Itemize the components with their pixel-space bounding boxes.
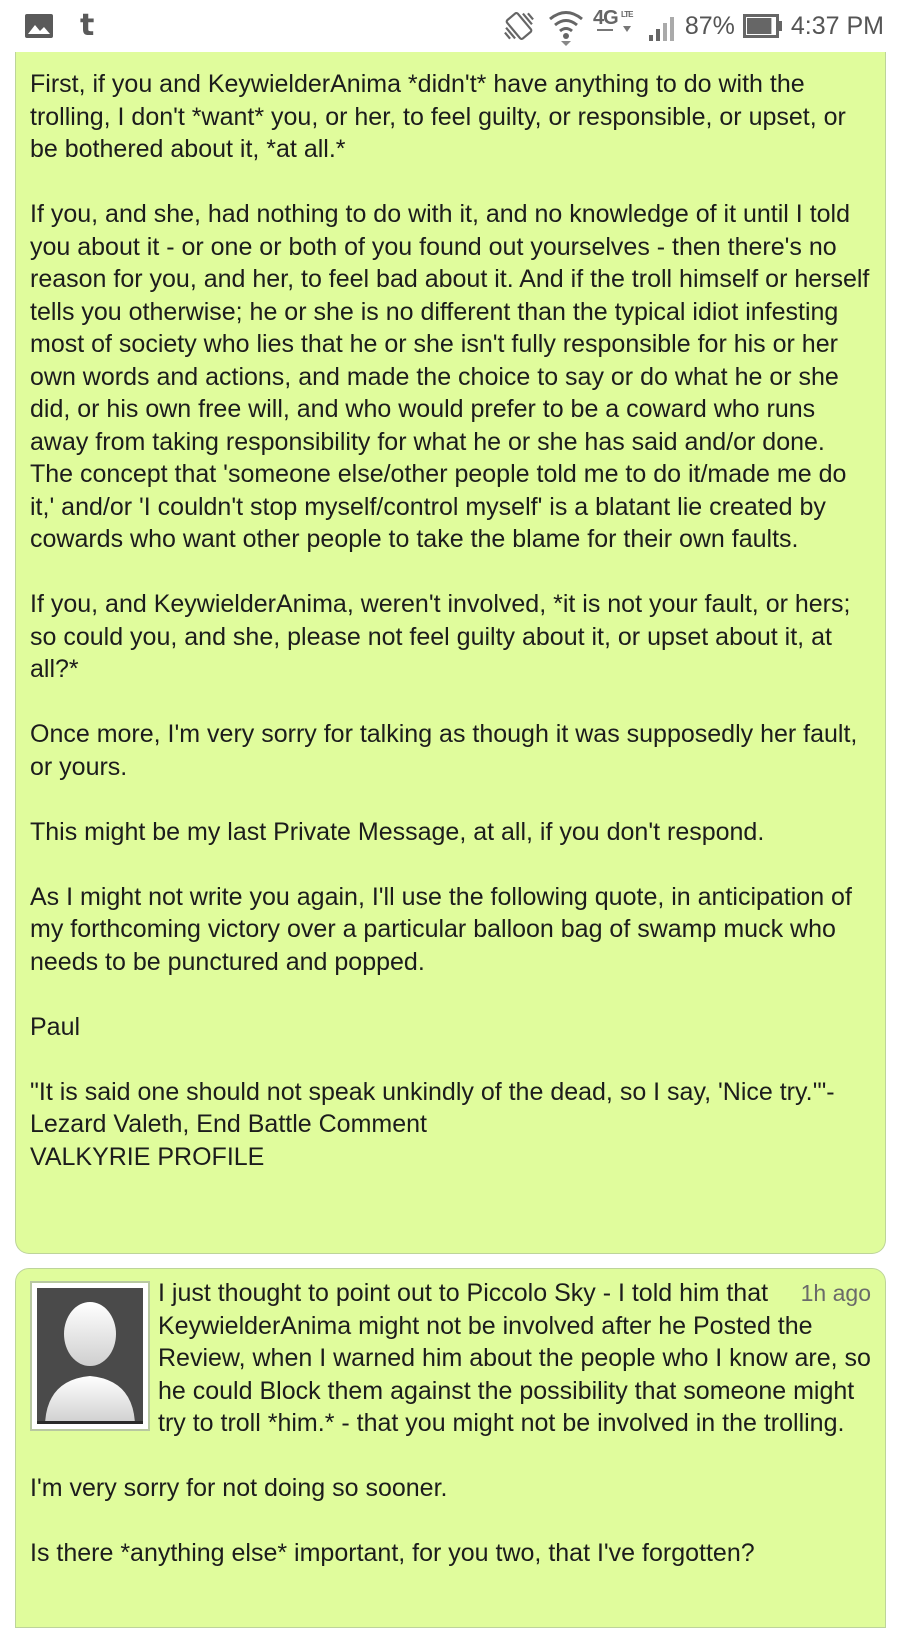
message-signature: Paul (30, 1012, 81, 1041)
signal-icon (647, 11, 677, 41)
message-paragraph: I just thought to point out to Piccolo Sky - I told him that KeywielderAnima might not be involved after he Posted the Review, when I warned him about the people who I know are, so he could Block them against the possibility that someone might try to troll *him.* - that you might not be involved in the trolling. (158, 1279, 871, 1437)
battery-icon (743, 12, 783, 40)
message-quote: "It is said one should not speak unkindly of the dead, so I say, 'Nice try.'"-Lezard Valeth, End Battle Comment (30, 1077, 835, 1138)
message-paragraph: Once more, I'm very sorry for talking as though it was supposedly her fault, or yours. (30, 720, 858, 781)
svg-text:LTE: LTE (620, 10, 633, 19)
message-paragraph: I'm very sorry for not doing so sooner. (30, 1474, 448, 1502)
message-paragraph: Is there *anything else* important, for you two, that I've forgotten? (30, 1539, 755, 1567)
lte-icon (593, 4, 639, 38)
image-icon (24, 13, 54, 39)
clock: 4:37 PM (790, 11, 884, 40)
message-body (30, 1277, 871, 1602)
avatar[interactable] (30, 1281, 150, 1431)
message-quote-source: VALKYRIE PROFILE (30, 1142, 265, 1171)
svg-text:4G: 4G (592, 7, 618, 29)
status-bar-right (499, 6, 884, 46)
message-card (15, 1268, 886, 1628)
battery-percent: 87% (684, 11, 735, 40)
status-bar-left (24, 8, 95, 43)
message-timestamp: 1h ago (800, 1280, 871, 1306)
message-paragraph: If you, and she, had nothing to do with it, and no knowledge of it until I told you about it - or one or both of you found out yourselves - then there's no reason for you, and her, to feel bad about it. And if the troll himself or herself tells you otherwise; he or she is no different than the typical idiot infesting most of society who lies that he or she isn't fully responsible for his or her own words and actions, and made the choice to say or do what he or she did, or his own free will, and who would prefer to be a coward who runs away from taking responsibility for what he or she has said and/or done. The concept that 'someone else/other people told me to do it/made me do it,' and/or 'I couldn't stop myself/control myself' is a blatant lie created by cowards who want other people to take the blame for their own faults. (30, 200, 870, 553)
message-card (15, 52, 886, 1254)
tumblr-icon: t (80, 8, 95, 43)
message-paragraph: This might be my last Private Message, at all, if you don't respond. (30, 817, 765, 846)
status-bar (0, 0, 900, 52)
message-paragraph: As I might not write you again, I'll use the following quote, in anticipation of my forthcoming victory over a particular balloon bag of swamp muck who needs to be punctured and popped. (30, 882, 852, 976)
default-user-icon (37, 1288, 143, 1424)
wifi-icon (547, 6, 585, 46)
message-paragraph: If you, and KeywielderAnima, weren't involved, *it is not your fault, or hers; so could you, and she, please not feel guilty about it, or upset about it, at all?* (30, 590, 851, 683)
message-body (30, 68, 871, 1173)
vibrate-icon (499, 9, 539, 43)
message-paragraph: First, if you and KeywielderAnima *didn't* have anything to do with the trolling, I don't *want* you, or her, to feel guilty, or responsible, or upset, or be bothered about it, *at all.* (30, 70, 846, 163)
